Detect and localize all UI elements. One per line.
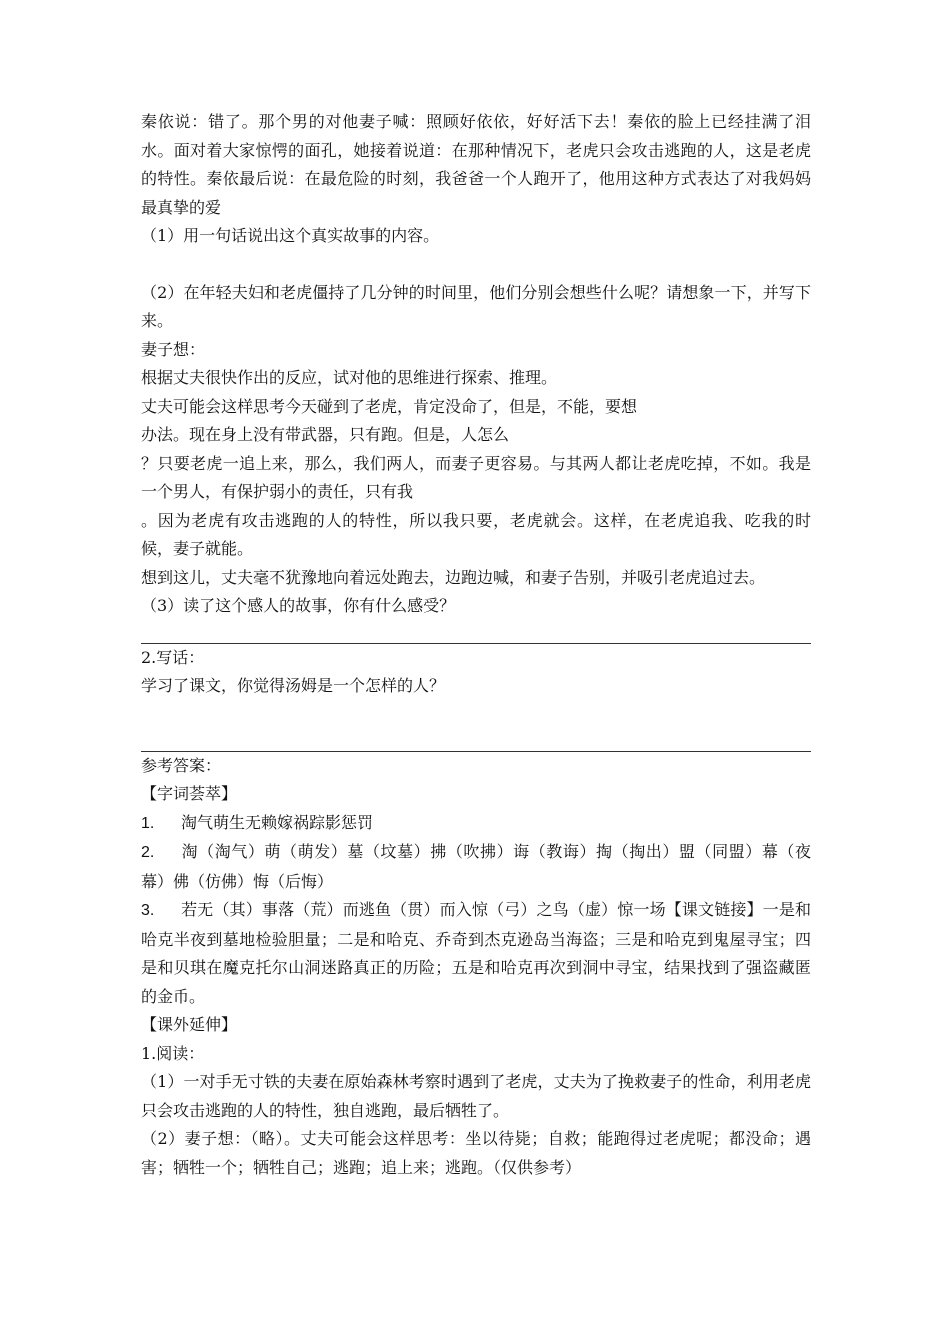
item-text: 淘气萌生无赖嫁祸踪影惩罚: [181, 812, 374, 832]
story-paragraph: 秦依说：错了。那个男的对他妻子喊：照顾好依依，好好活下去！秦依的脸上已经挂满了泪水。面对着大家惊愕的面孔，她接着说道：在那种情况下，老虎只会攻击逃跑的人，这是老虎的特性。秦依最后说：在最危险的时刻，我爸爸一个人跑开了，他用这种方式表达了对我妈妈最真挚的爱: [141, 112, 811, 217]
husband-intro: 根据丈夫很快作出的反应，试对他的思维进行探索、推理。: [141, 368, 558, 387]
answer-space: [141, 701, 811, 729]
question-2: （2）在年轻夫妇和老虎僵持了几分钟的时间里，他们分别会想些什么呢？请想象一下，并写下来。: [141, 282, 811, 330]
husband-line-3: ？只要老虎一追上来，那么，我们两人，而妻子更容易。与其两人都让老虎吃掉，不如。我是一个男人，有保护弱小的责任，只有我: [141, 453, 811, 501]
item-number: 3.: [141, 902, 155, 919]
answer-space: [141, 729, 811, 751]
husband-line-2: 办法。现在身上没有带武器，只有跑。但是，人怎么: [141, 425, 510, 444]
husband-line-1: 丈夫可能会这样思考今天碰到了老虎，肯定没命了，但是，不能，要想: [141, 396, 638, 416]
item-number: 1.: [141, 814, 155, 832]
writing-prompt: 学习了课文，你觉得汤姆是一个怎样的人？: [141, 676, 446, 695]
answer-item-3: [141, 896, 811, 1011]
writing-title: 2.写话：: [141, 647, 205, 667]
answer-space: [141, 621, 811, 643]
answer-space: [141, 251, 811, 279]
husband-line-5: 想到这儿，丈夫毫不犹豫地向着远处跑去，边跑边喊，和妻子告别，并吸引老虎追过去。: [141, 567, 766, 587]
reading-answer-1: （1）一对手无寸铁的夫妻在原始森林考察时遇到了老虎，丈夫为了挽救妻子的性命，利用老虎只会攻击逃跑的人的特性，独自逃跑，最后牺牲了。: [141, 1072, 811, 1120]
document-page: [141, 108, 811, 1182]
question-1: （1）用一句话说出这个真实故事的内容。: [141, 226, 440, 245]
wife-thoughts-label: 妻子想：: [141, 339, 206, 359]
reading-answer-2: （2）妻子想：（略）。丈夫可能会这样思考：坐以待毙；自救；能跑得过老虎呢；都没命；遇害；牺牲一个；牺牲自己；逃跑；追上来；逃跑。（仅供参考）: [141, 1129, 811, 1177]
section-heading: 【课外延伸】: [141, 1015, 238, 1034]
section-heading: 【字词荟萃】: [141, 784, 238, 803]
item-text: 淘（淘气）萌（萌发）墓（坟墓）拂（吹拂）诲（教诲）掏（掏出）盟（同盟）幕（夜幕）佛（仿佛）悔（后悔）: [141, 842, 811, 891]
item-number: 2.: [141, 844, 155, 861]
husband-line-4: 。因为老虎有攻击逃跑的人的特性，所以我只要，老虎就会。这样，在老虎追我、吃我的时候，妻子就能。: [141, 510, 811, 558]
answer-item-1: [141, 809, 811, 839]
reading-title: 1.阅读：: [141, 1043, 205, 1063]
item-text: 若无（其）事落（荒）而逃鱼（贯）而入惊（弓）之鸟（虚）惊一场【课文链接】一是和哈克半夜到墓地检验胆量；二是和哈克、乔奇到杰克逊岛当海盗；三是和哈克到鬼屋寻宝；四是和贝琪在魔克托尔山洞迷路真正的历险；五是和哈克再次到洞中寻宝，结果找到了强盗藏匿的金币。: [141, 900, 811, 1006]
question-3: （3）读了这个感人的故事，你有什么感受？: [141, 596, 456, 615]
answer-item-2: [141, 838, 811, 896]
answers-title: 参考答案：: [141, 755, 222, 775]
